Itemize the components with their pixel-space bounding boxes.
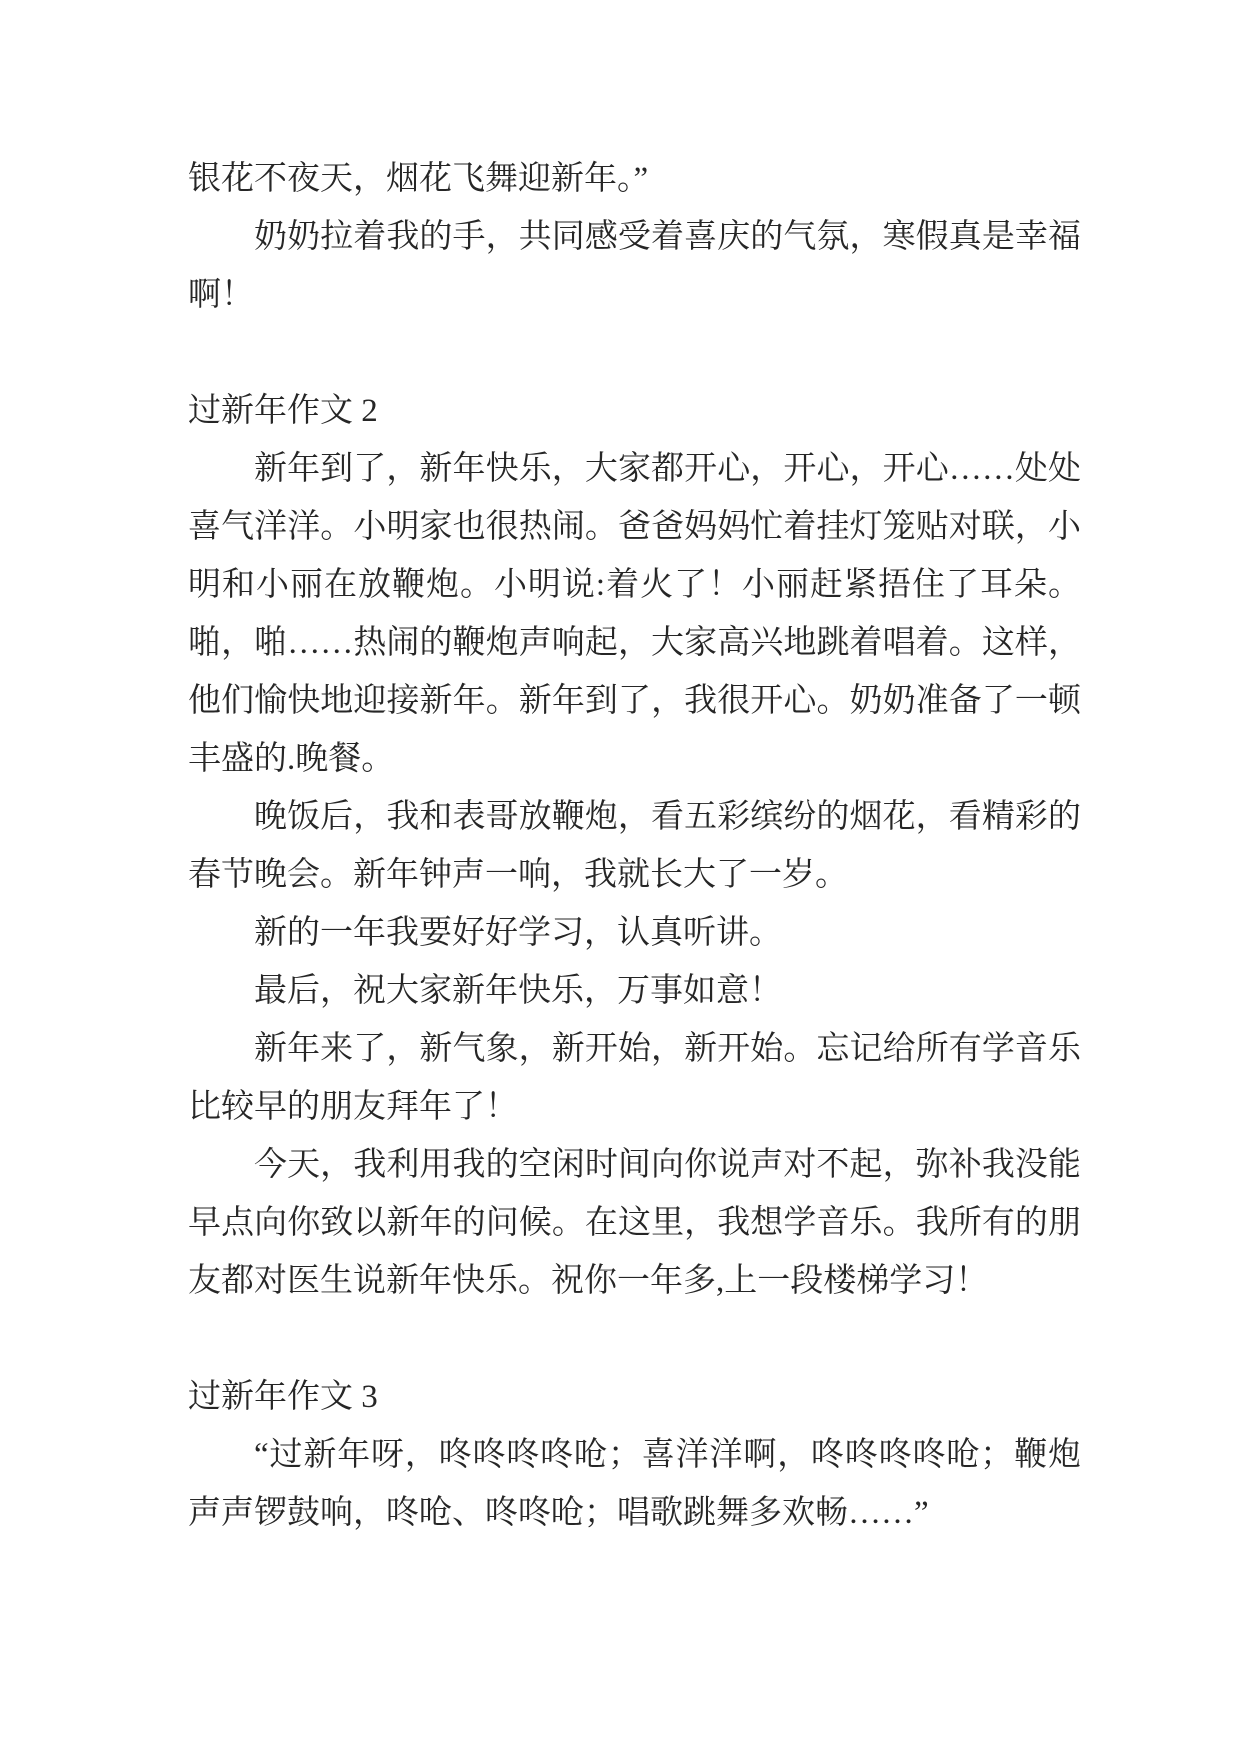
- essay-paragraph: 最后，祝大家新年快乐，万事如意！: [254, 973, 782, 1009]
- essay-paragraph: 晚饭后，我和表哥放鞭炮，看五彩缤纷的烟花，看精彩的春节晚会。新年钟声一响，我就长大了一岁。: [188, 799, 1081, 893]
- essay-paragraph: 今天，我利用我的空闲时间向你说声对不起，弥补我没能早点向你致以新年的问候。在这里，我想学音乐。我所有的朋友都对医生说新年快乐。祝你一年多,上一段楼梯学习！: [188, 1147, 1081, 1299]
- essay-content: [188, 150, 1081, 1542]
- essay-paragraph: 奶奶拉着我的手，共同感受着喜庆的气氛，寒假真是幸福啊！: [188, 219, 1081, 313]
- essay-paragraph: 新年来了，新气象，新开始，新开始。忘记给所有学音乐比较早的朋友拜年了！: [188, 1031, 1081, 1125]
- essay-section-heading: 过新年作文 3: [188, 1379, 378, 1415]
- essay-paragraph: “过新年呀，咚咚咚咚呛；喜洋洋啊，咚咚咚咚呛；鞭炮声声锣鼓响，咚呛、咚咚呛；唱歌跳舞多欢畅……”: [188, 1437, 1081, 1531]
- essay-section-heading: 过新年作文 2: [188, 393, 378, 429]
- essay-paragraph: 新的一年我要好好学习，认真听讲。: [254, 915, 782, 951]
- essay-paragraph: 新年到了，新年快乐，大家都开心，开心，开心……处处喜气洋洋。小明家也很热闹。爸爸妈妈忙着挂灯笼贴对联，小明和小丽在放鞭炮。小明说:着火了！小丽赶紧捂住了耳朵。啪，啪……热闹的鞭炮声响起，大家高兴地跳着唱着。这样，他们愉快地迎接新年。新年到了，我很开心。奶奶准备了一顿丰盛的.晚餐。: [188, 451, 1081, 777]
- essay-paragraph-continuation: 银花不夜天，烟花飞舞迎新年。”: [188, 161, 649, 197]
